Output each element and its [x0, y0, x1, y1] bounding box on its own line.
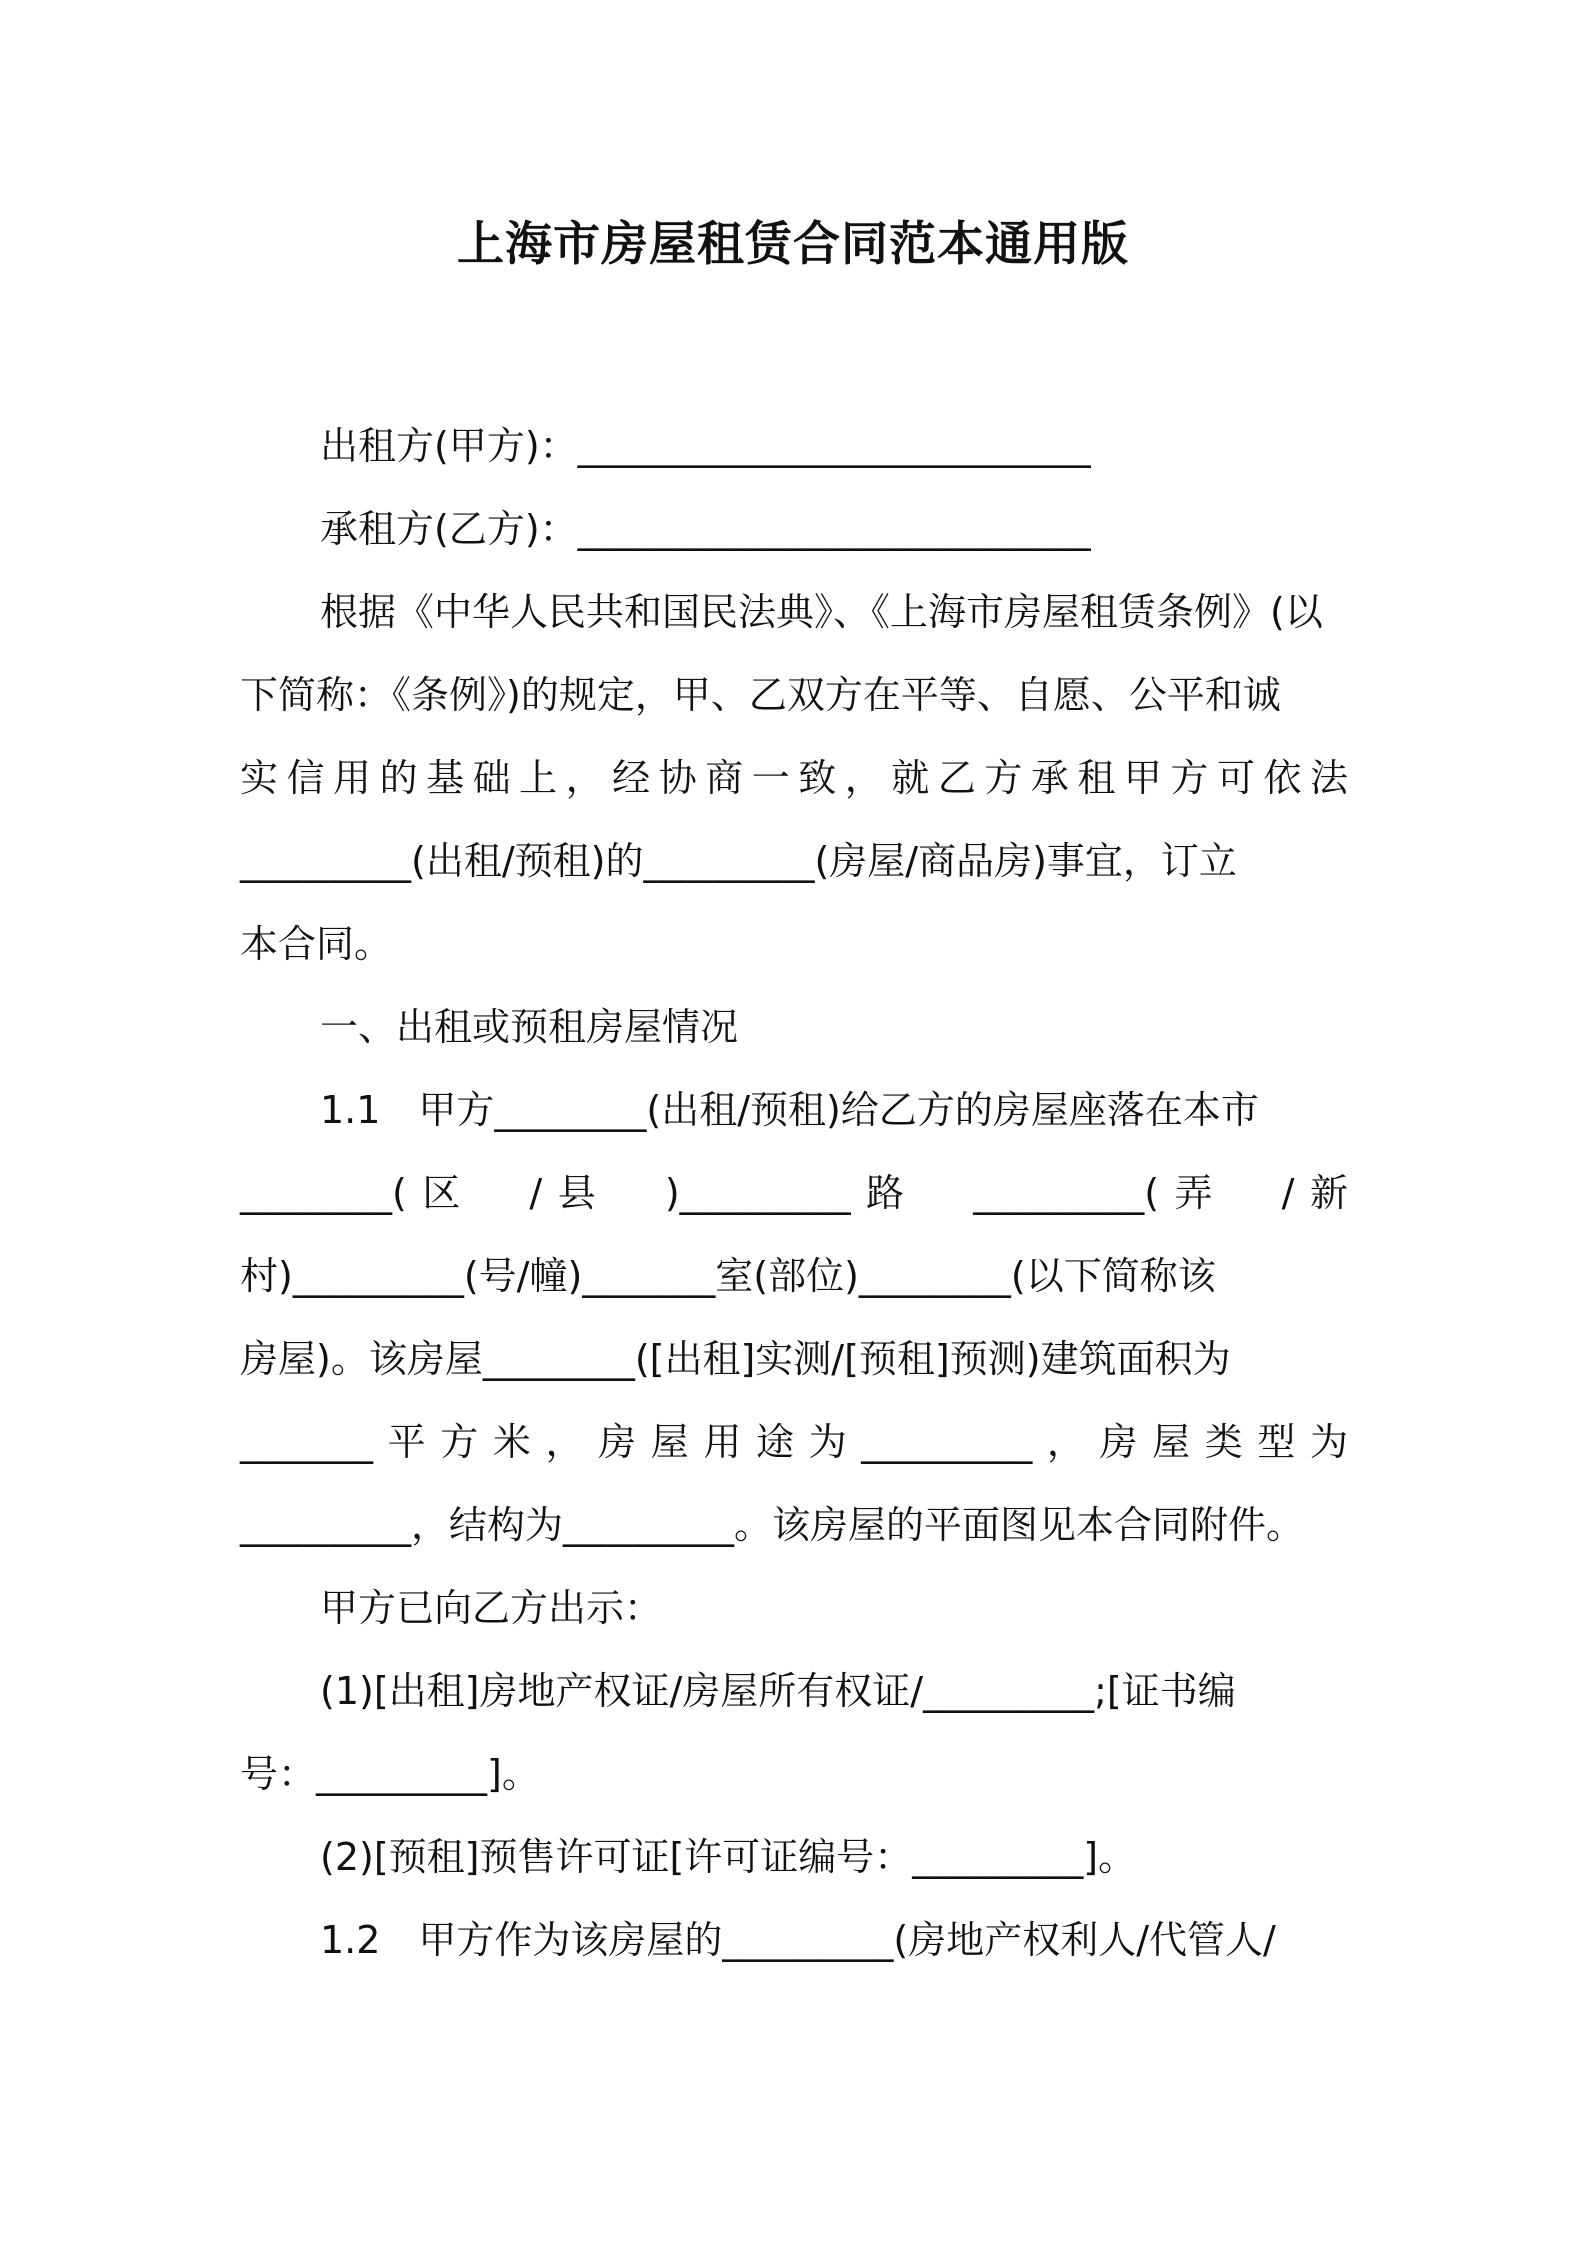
document-title: 上海市房屋租赁合同范本通用版 — [457, 217, 1129, 272]
clause-line: _______平方米，房屋用途为_________，房屋类型为 — [240, 1420, 1348, 1464]
section-heading: 一、出租或预租房屋情况 — [320, 1005, 739, 1049]
preamble-paragraph — [240, 571, 1348, 986]
clause-line: 村)_________(号/幢)_______室(部位)________(以下简称该 — [240, 1254, 1216, 1298]
clause-line: ________(区 /县 )_________路 _________(弄 /新 — [240, 1171, 1348, 1215]
clause-1-1 — [240, 1069, 1348, 1567]
preamble-line: _________(出租/预租)的_________(房屋/商品房)事宜，订立 — [240, 839, 1237, 883]
item-line: (1)[出租]房地产权证/房屋所有权证/_________;[证书编 — [320, 1669, 1236, 1713]
shown-item-2: (2)[预租]预售许可证[许可证编号：_________]。 — [320, 1835, 1137, 1879]
preamble-line: 根据《中华人民共和国民法典》、《上海市房屋租赁条例》(以 — [320, 590, 1323, 634]
preamble-line: 本合同。 — [240, 922, 393, 966]
item-line: 号：_________]。 — [240, 1752, 540, 1796]
shown-documents-heading: 甲方已向乙方出示： — [320, 1586, 663, 1630]
lessee-field: 承租方(乙方)：___________________________ — [320, 507, 1091, 551]
lessor-field: 出租方(甲方)：___________________________ — [320, 424, 1091, 468]
clause-1-2: 1.2 甲方作为该房屋的_________(房地产权利人/代管人/ — [320, 1918, 1276, 1962]
preamble-line: 下简称：《条例》)的规定，甲、乙双方在平等、自愿、公平和诚 — [240, 673, 1281, 717]
clause-line: 1.1 甲方________(出租/预租)给乙方的房屋座落在本市 — [320, 1088, 1259, 1132]
shown-item-1 — [240, 1650, 1348, 1816]
clause-line: _________，结构为_________。该房屋的平面图见本合同附件。 — [240, 1503, 1305, 1547]
document-body — [240, 405, 1348, 1982]
clause-line: 房屋)。该房屋________([出租]实测/[预租]预测)建筑面积为 — [240, 1337, 1231, 1381]
preamble-line: 实信用的基础上，经协商一致，就乙方承租甲方可依法 — [240, 756, 1348, 800]
